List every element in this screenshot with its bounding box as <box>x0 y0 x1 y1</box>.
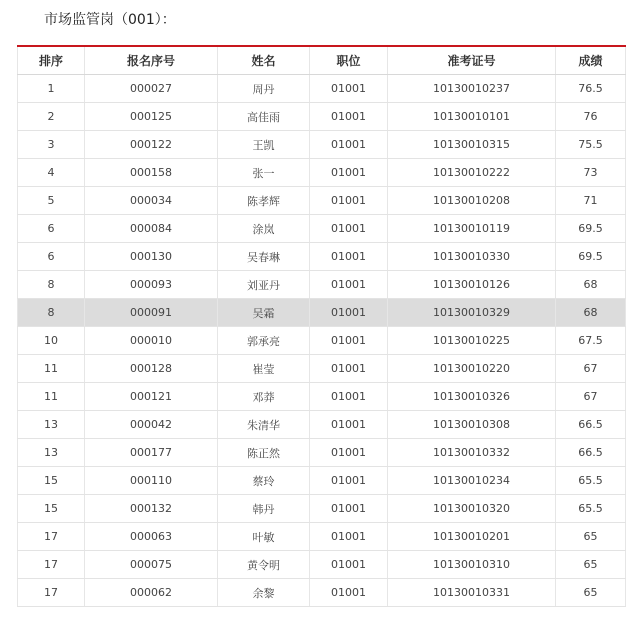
cell-score: 65 <box>556 523 626 551</box>
cell-position: 01001 <box>310 327 388 355</box>
cell-registration-number: 000093 <box>85 271 218 299</box>
cell-score: 67.5 <box>556 327 626 355</box>
table-row <box>18 103 626 131</box>
table-body <box>18 75 626 607</box>
table-row <box>18 551 626 579</box>
cell-name: 朱清华 <box>218 411 310 439</box>
table-row <box>18 579 626 607</box>
cell-score: 76.5 <box>556 75 626 103</box>
cell-registration-number: 000125 <box>85 103 218 131</box>
cell-admission-ticket: 10130010315 <box>388 131 556 159</box>
results-table-container <box>17 45 625 607</box>
cell-registration-number: 000042 <box>85 411 218 439</box>
cell-admission-ticket: 10130010330 <box>388 243 556 271</box>
cell-registration-number: 000122 <box>85 131 218 159</box>
cell-admission-ticket: 10130010326 <box>388 383 556 411</box>
cell-score: 67 <box>556 355 626 383</box>
cell-position: 01001 <box>310 551 388 579</box>
table-row <box>18 327 626 355</box>
cell-position: 01001 <box>310 355 388 383</box>
cell-rank: 6 <box>18 215 85 243</box>
column-header-name: 姓名 <box>218 46 310 75</box>
cell-registration-number: 000130 <box>85 243 218 271</box>
cell-admission-ticket: 10130010331 <box>388 579 556 607</box>
cell-registration-number: 000132 <box>85 495 218 523</box>
cell-registration-number: 000158 <box>85 159 218 187</box>
table-row <box>18 75 626 103</box>
cell-registration-number: 000062 <box>85 579 218 607</box>
cell-rank: 2 <box>18 103 85 131</box>
cell-rank: 11 <box>18 383 85 411</box>
cell-name: 吴霜 <box>218 299 310 327</box>
cell-registration-number: 000027 <box>85 75 218 103</box>
cell-registration-number: 000121 <box>85 383 218 411</box>
cell-registration-number: 000084 <box>85 215 218 243</box>
cell-score: 66.5 <box>556 411 626 439</box>
cell-rank: 17 <box>18 579 85 607</box>
cell-name: 蔡玲 <box>218 467 310 495</box>
cell-position: 01001 <box>310 467 388 495</box>
cell-registration-number: 000034 <box>85 187 218 215</box>
cell-name: 陈正然 <box>218 439 310 467</box>
cell-rank: 8 <box>18 299 85 327</box>
cell-position: 01001 <box>310 243 388 271</box>
cell-admission-ticket: 10130010310 <box>388 551 556 579</box>
cell-position: 01001 <box>310 383 388 411</box>
cell-admission-ticket: 10130010320 <box>388 495 556 523</box>
cell-admission-ticket: 10130010225 <box>388 327 556 355</box>
cell-rank: 1 <box>18 75 85 103</box>
cell-rank: 15 <box>18 467 85 495</box>
cell-position: 01001 <box>310 271 388 299</box>
cell-name: 高佳雨 <box>218 103 310 131</box>
cell-position: 01001 <box>310 215 388 243</box>
cell-position: 01001 <box>310 579 388 607</box>
cell-score: 65.5 <box>556 495 626 523</box>
cell-score: 65.5 <box>556 467 626 495</box>
cell-score: 73 <box>556 159 626 187</box>
cell-name: 黄令明 <box>218 551 310 579</box>
cell-score: 75.5 <box>556 131 626 159</box>
column-header-rank: 排序 <box>18 46 85 75</box>
cell-registration-number: 000128 <box>85 355 218 383</box>
cell-rank: 6 <box>18 243 85 271</box>
cell-name: 王凯 <box>218 131 310 159</box>
cell-admission-ticket: 10130010308 <box>388 411 556 439</box>
table-row <box>18 495 626 523</box>
cell-admission-ticket: 10130010220 <box>388 355 556 383</box>
table-row <box>18 523 626 551</box>
cell-rank: 17 <box>18 551 85 579</box>
cell-registration-number: 000063 <box>85 523 218 551</box>
table-row <box>18 187 626 215</box>
cell-position: 01001 <box>310 131 388 159</box>
cell-position: 01001 <box>310 411 388 439</box>
cell-name: 张一 <box>218 159 310 187</box>
cell-score: 76 <box>556 103 626 131</box>
cell-score: 66.5 <box>556 439 626 467</box>
cell-admission-ticket: 10130010332 <box>388 439 556 467</box>
cell-position: 01001 <box>310 159 388 187</box>
column-header-registration-number: 报名序号 <box>85 46 218 75</box>
results-table <box>17 45 626 607</box>
cell-name: 郭承亮 <box>218 327 310 355</box>
table-header-row <box>18 46 626 75</box>
cell-position: 01001 <box>310 299 388 327</box>
table-row <box>18 271 626 299</box>
cell-rank: 8 <box>18 271 85 299</box>
column-header-position: 职位 <box>310 46 388 75</box>
cell-admission-ticket: 10130010101 <box>388 103 556 131</box>
cell-admission-ticket: 10130010222 <box>388 159 556 187</box>
cell-name: 韩丹 <box>218 495 310 523</box>
table-header <box>18 46 626 75</box>
cell-name: 刘亚丹 <box>218 271 310 299</box>
cell-name: 吴春琳 <box>218 243 310 271</box>
table-row <box>18 215 626 243</box>
cell-admission-ticket: 10130010234 <box>388 467 556 495</box>
cell-score: 69.5 <box>556 243 626 271</box>
column-header-admission-ticket: 准考证号 <box>388 46 556 75</box>
cell-name: 崔莹 <box>218 355 310 383</box>
cell-score: 68 <box>556 271 626 299</box>
cell-admission-ticket: 10130010201 <box>388 523 556 551</box>
cell-position: 01001 <box>310 439 388 467</box>
cell-registration-number: 000010 <box>85 327 218 355</box>
cell-score: 67 <box>556 383 626 411</box>
cell-rank: 4 <box>18 159 85 187</box>
cell-score: 68 <box>556 299 626 327</box>
table-row <box>18 439 626 467</box>
cell-rank: 5 <box>18 187 85 215</box>
cell-score: 69.5 <box>556 215 626 243</box>
cell-score: 71 <box>556 187 626 215</box>
cell-name: 周丹 <box>218 75 310 103</box>
cell-rank: 17 <box>18 523 85 551</box>
cell-rank: 10 <box>18 327 85 355</box>
cell-rank: 3 <box>18 131 85 159</box>
cell-admission-ticket: 10130010119 <box>388 215 556 243</box>
cell-name: 余黎 <box>218 579 310 607</box>
cell-registration-number: 000075 <box>85 551 218 579</box>
section-heading: 市场监管岗（001）： <box>44 12 176 28</box>
cell-admission-ticket: 10130010208 <box>388 187 556 215</box>
cell-admission-ticket: 10130010329 <box>388 299 556 327</box>
cell-name: 涂岚 <box>218 215 310 243</box>
cell-position: 01001 <box>310 523 388 551</box>
table-row <box>18 467 626 495</box>
cell-position: 01001 <box>310 75 388 103</box>
cell-score: 65 <box>556 551 626 579</box>
cell-name: 陈孝辉 <box>218 187 310 215</box>
cell-position: 01001 <box>310 187 388 215</box>
cell-position: 01001 <box>310 495 388 523</box>
cell-admission-ticket: 10130010126 <box>388 271 556 299</box>
table-row <box>18 383 626 411</box>
table-row <box>18 411 626 439</box>
cell-score: 65 <box>556 579 626 607</box>
cell-rank: 13 <box>18 411 85 439</box>
table-row <box>18 299 626 327</box>
table-row <box>18 355 626 383</box>
table-row <box>18 243 626 271</box>
cell-name: 邓莽 <box>218 383 310 411</box>
cell-registration-number: 000177 <box>85 439 218 467</box>
cell-registration-number: 000091 <box>85 299 218 327</box>
cell-rank: 15 <box>18 495 85 523</box>
cell-name: 叶敏 <box>218 523 310 551</box>
table-row <box>18 159 626 187</box>
cell-position: 01001 <box>310 103 388 131</box>
column-header-score: 成绩 <box>556 46 626 75</box>
cell-registration-number: 000110 <box>85 467 218 495</box>
table-row <box>18 131 626 159</box>
cell-rank: 11 <box>18 355 85 383</box>
cell-admission-ticket: 10130010237 <box>388 75 556 103</box>
cell-rank: 13 <box>18 439 85 467</box>
